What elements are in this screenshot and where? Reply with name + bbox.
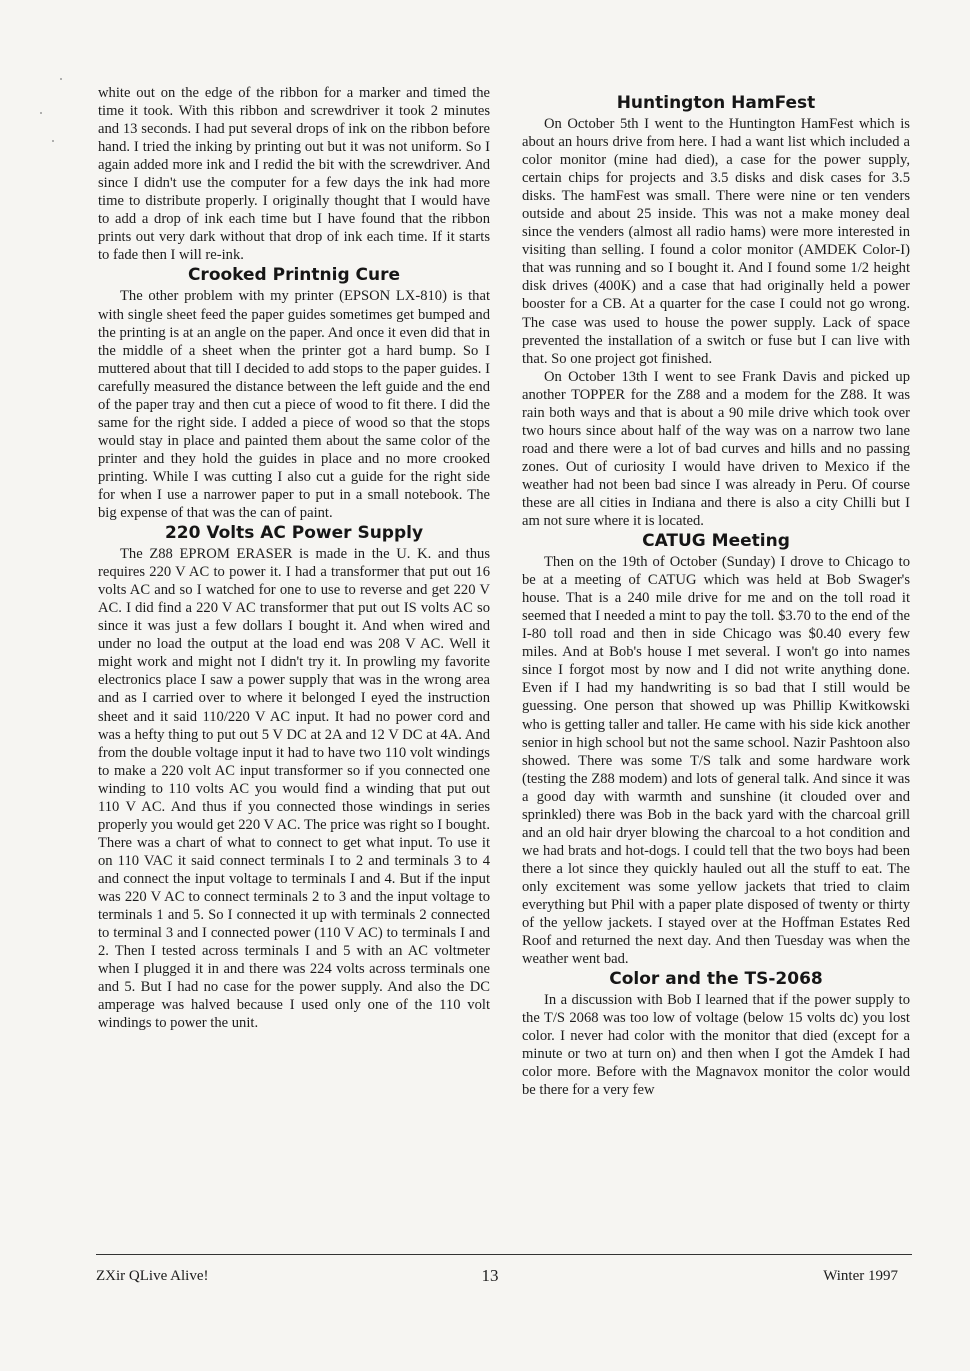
paragraph: The Z88 EPROM ERASER is made in the U. K. and thus requires 220 V AC to power it. I had a transformer that put out 16 volts AC and so I watched for one to use to reverse and get 220 V AC. I did find a 220 V AC transformer that put out IS volts AC so since it was just a few dollars I bought it. And when wired and under no load the output at the load end was 208 V AC. Well it might work and might not I didn't try it. In prowling my favorite electronics place I saw a power supply that was in the wrong area and as I carried over to where it belonged I eyed the instruction sheet and it said 110/220 V AC input. It had no power cord and was a hefty thing to put out 5 V DC at 2A and 12 V DC at 4A. And from the double voltage input it had to have two 110 volt windings to make a 220 volt AC input transformer so if you connected one winding to 110 volts AC you would find a winding that put out 110 V AC. And thus if you connected those windings in series properly you would get 220 V AC. The price was right so I bought. There was a chart of what to connect to get what input. To use it on 110 VAC it said connect terminals I to 2 and terminals 3 to 4 and connect the input voltage to terminals I and 4. But if the input was 220 V AC to connect terminals 2 to 3 and the input voltage to terminals 1 and 5. So I connected it up with terminals 2 connected to terminal 3 and I connected power (110 V AC) to terminals I and 2. Then I tested across terminals I and 5 with an AC voltmeter when I plugged it in and there was 224 volts across terminals one and 5. But I had no case for the power supply. And also the DC amperage was halved because I used only one of the 110 volt windings to power the unit. <box>98 546 490 1032</box>
footer-issue: Winter 1997 <box>823 1268 898 1284</box>
section-heading: Color and the TS-2068 <box>609 969 823 990</box>
section-heading: Huntington HamFest <box>616 93 816 113</box>
left-column <box>98 84 490 1032</box>
paragraph: Then on the 19th of October (Sunday) I drove to Chicago to be at a meeting of CATUG which was held at Bob Swager's house. That is a 240 mile drive for me and on the toll road it seemed that I needed a mint to pay the toll. $3.70 to the end of the I-80 toll road and then in side Chicago was $0.40 every few miles. And at Bob's house I met several. I won't go into names since I forgot most by now and I did not write anything done. Even if I had my handwriting is so bad that I still would be guessing. One person that showed up was Phillip Kwitkowski who is getting taller and taller. He came with his side kick another senior in high school but not the same school. Nazir Pashtoon also showed. There was some T/S talk and some hardware work (testing the Z88 modem) and lots of general talk. And since it was a good day with warmth and sunshine (it clouded over and sprinkled) there was Bob in the back yard with the charcoal grill and an old hair dryer blowing the charcoal to a hot condition and we had brats and hot-dogs. I could tell that the two boys had been there a lot since they quickly hauled out all the stuff to eat. The only excitement was some yellow jackets that tried to claim everything but Phil with a paper plate disposed of twenty or thirty of the yellow jackets. I stayed over at the Hoffman Estates Red Roof and returned the next day. And then Tuesday was when the weather went bad. <box>522 554 910 968</box>
scan-speck <box>40 112 42 114</box>
scan-speck <box>52 140 54 142</box>
section-heading: Crooked Printnig Cure <box>187 265 401 286</box>
section-heading: CATUG Meeting <box>642 531 790 552</box>
paragraph: On October 13th I went to see Frank Davis and picked up another TOPPER for the Z88 and a modem for the Z88. It was rain both ways and that is about a 90 mile drive which took over two hours since about half of the way was on a narrow two lane road and there were a lot of bad curves and hills and no passing zones. Out of curiosity I would have driven to Mexico if the weather had not been bad since I was already in Peru. Of course these are all cities in Indiana and there is also a city Chilli but I am not sure where it is located. <box>522 368 910 530</box>
right-column <box>522 92 910 1099</box>
section-heading: 220 Volts AC Power Supply <box>164 523 424 544</box>
paragraph: On October 5th I went to the Huntington HamFest which is about an hours drive from here. I had a want list which included a color monitor (mine had died), a case for the power supply, certain chips for projects and 3.5 disks and disk cases for 3.5 disks. The hamFest was small. There were nine or ten venders outside and about 25 inside. This was not a make money deal since the venders (almost all radio hams) were more interested in visiting than selling. I found a color monitor (AMDEK Color-I) that was running and so I bought it. And I found some 1/2 height disk drives (400K) and a case that had originally held a power booster for a CB. At a quarter for the case I could not go wrong. The case was used to house the power supply. Lack of space prevented the installation of a switch or fuse but I can live with that. So one project got finished. <box>522 116 910 367</box>
paragraph: white out on the edge of the ribbon for a marker and timed the time it took. With this ribbon and screwdriver it took 2 minutes and 13 seconds. I had put several drops of ink on the ribbon before hand. I tried the inking by printing out but it was not uniform. So I again added more ink and I redid the bit with the screwdriver. And since I didn't use the computer for a few days the ink had more time to distribute properly. I originally thought that I would have to add a drop of ink each time but I have found that the ribbon prints out very dark without that drop of ink each time. If it starts to fade then I will re-ink. <box>98 85 490 264</box>
footer-page-number: 13 <box>481 1266 499 1285</box>
footer-publication: ZXir QLive Alive! <box>96 1268 209 1284</box>
footer-rule <box>96 1254 912 1255</box>
paragraph: In a discussion with Bob I learned that if the power supply to the T/S 2068 was too low of voltage (below 15 volts dc) you lost color. I never had color with the monitor that died (except for a minute or two at turn on) and then when I got the Amdek I had color more. Before with the Magnavox monitor the color would be there for a very few <box>522 992 910 1099</box>
paragraph: The other problem with my printer (EPSON LX-810) is that with single sheet feed the paper guides sometimes get bumped and the printing is at an angle on the paper. And once it even did that in the middle of a sheet when the printer got a hard bump. So I muttered about that till I decided to add stops to the paper guides. I carefully measured the distance between the left guide and the end of the paper tray and then cut a piece of wood to fit there. I did the same for the right side. I added a piece of wood so that the stops would stay in place and painted them about the same color of the printer and they hold the guides in place and no more crooked printing. While I was cutting I also cut a guide for the right side for when I use a narrower paper to put in a small notebook. The big expense of that was the can of paint. <box>98 288 490 522</box>
scan-speck <box>60 78 62 80</box>
